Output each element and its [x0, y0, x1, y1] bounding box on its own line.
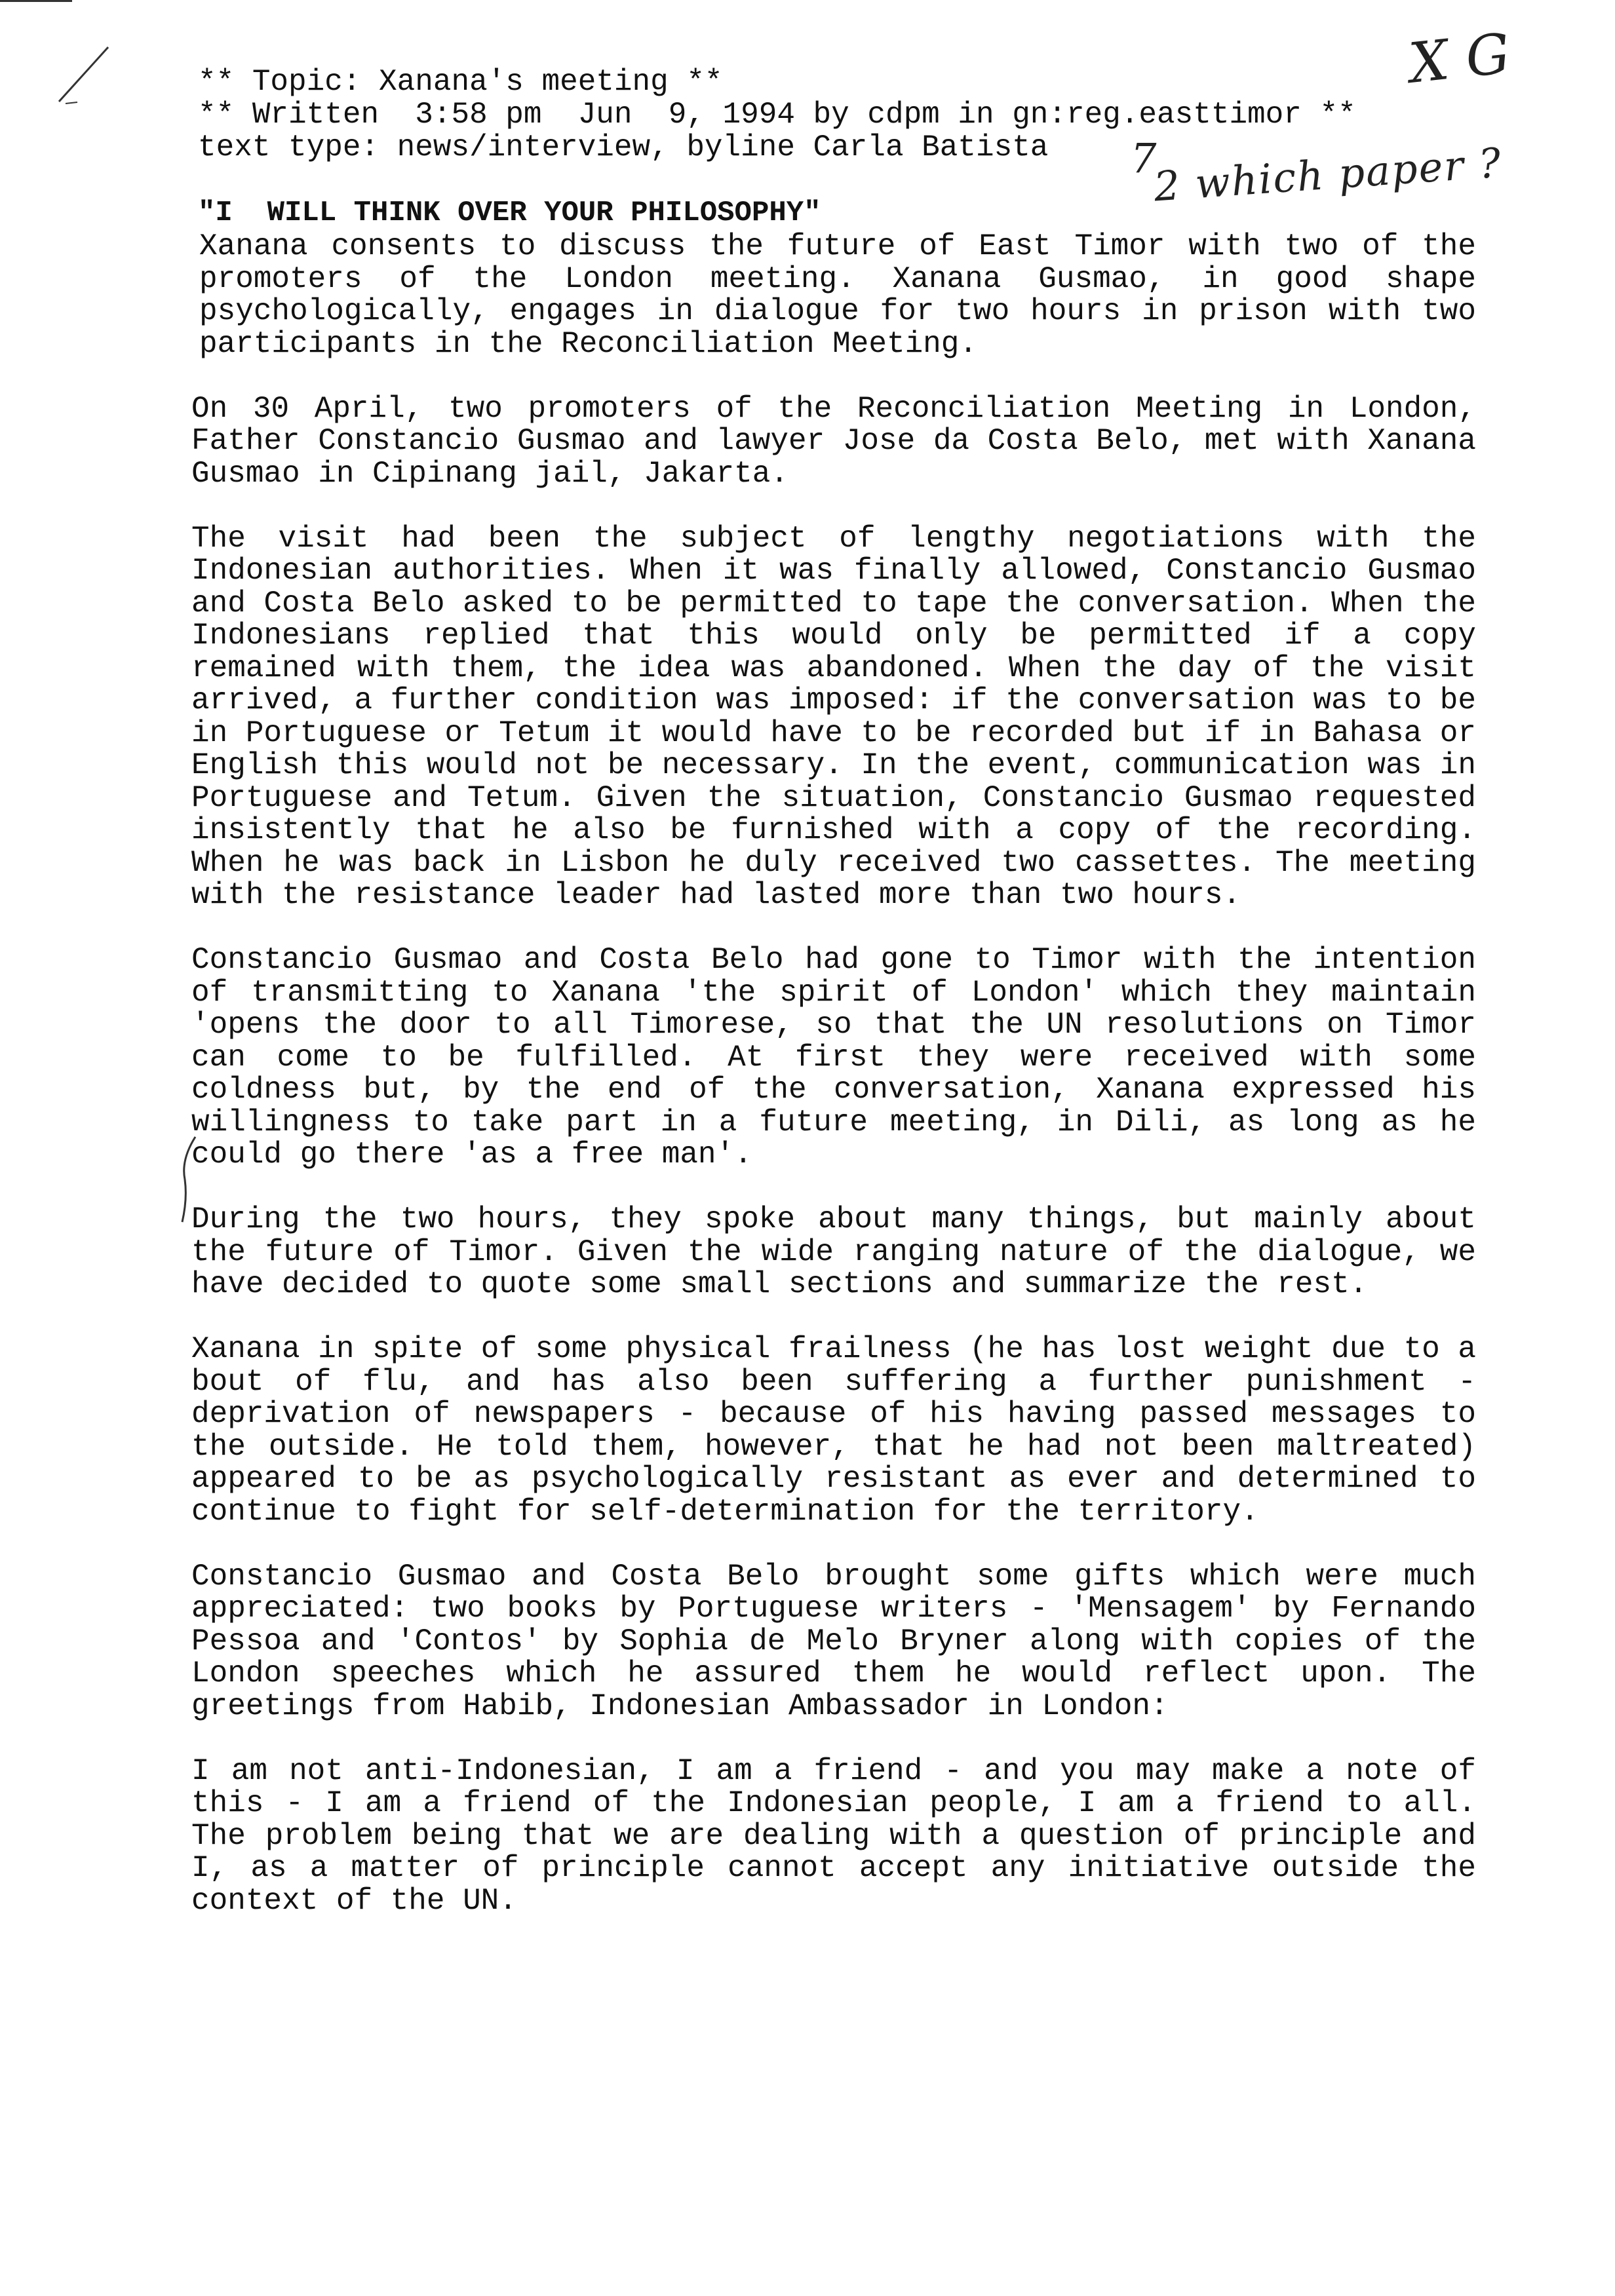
- quote-paragraph: I am not anti-Indonesian, I am a friend - and you may make a note of this - I am a friend of the Indonesian people, I am a friend to all. The problem being that we are dealing with a question of principle and I, as a matter of principle cannot accept any initiative outside the context of the UN.: [191, 1753, 1476, 1918]
- lead-paragraph: Xanana consents to discuss the future of East Timor with two of the promoters of the London meeting. Xanana Gusmao, in good shape psychologically, engages in dialogue for two hours in prison with two participants in the Reconciliation Meeting.: [199, 229, 1476, 361]
- paragraph: The visit had been the subject of lengthy negotiations with the Indonesian authorities. When it was finally allowed, Constancio Gusmao and Costa Belo asked to be permitted to tape the conversation. When the Indonesians replied that this would only be permitted if a copy remained with them, the idea was abandoned. When the day of the visit arrived, a further condition was imposed: if the conversation was to be in Portuguese or Tetum it would have to be recorded but if in Bahasa or English this would not be necessary. In the event, communication was in Portuguese and Tetum. Given the situation, Constancio Gusmao requested insistently that he also be furnished with a copy of the recording. When he was back in Lisbon he duly received two cassettes. The meeting with the resistance leader had lasted more than two hours.: [191, 521, 1476, 912]
- paragraph: During the two hours, they spoke about many things, but mainly about the future of Timor. Given the wide ranging nature of the dialogue, we have decided to quote some small sections and summarize the rest.: [191, 1202, 1476, 1301]
- written-line: ** Written 3:58 pm Jun 9, 1994 by cdpm in gn:reg.easttimor **: [198, 98, 1356, 132]
- article-body: [191, 231, 1476, 1950]
- pen-slash-mark: [46, 39, 118, 111]
- top-edge-mark: [0, 0, 72, 2]
- message-header: [198, 66, 1509, 164]
- paragraph: Xanana in spite of some physical frailness (he has lost weight due to a bout of flu, and has also been suffering a further punishment - deprivation of newspapers - because of his having passed messages to the outside. He told them, however, that he had not been maltreated) appeared to be as psychologically resistant as ever and determined to continue to fight for self-determination for the territory.: [191, 1332, 1476, 1529]
- margin-bracket-mark: [176, 1134, 202, 1225]
- article-headline: "I WILL THINK OVER YOUR PHILOSOPHY": [198, 197, 821, 229]
- handwritten-initials: X G: [1406, 21, 1513, 96]
- handwritten-note: 2 which paper ?: [1152, 138, 1504, 211]
- paragraph: On 30 April, two promoters of the Reconciliation Meeting in London, Father Constancio Gusmao and lawyer Jose da Costa Belo, met with Xanana Gusmao in Cipinang jail, Jakarta.: [191, 391, 1476, 491]
- handwritten-bracket: 7: [1131, 134, 1157, 182]
- topic-line: ** Topic: Xanana's meeting **: [198, 65, 723, 99]
- paragraph: Constancio Gusmao and Costa Belo brought some gifts which were much appreciated: two books by Portuguese writers - 'Mensagem' by Fernando Pessoa and 'Contos' by Sophia de Melo Bryner along with copies of the London speeches which he assured them he would reflect upon. The greetings from Habib, Indonesian Ambassador in London:: [191, 1559, 1476, 1723]
- text-type-line: text type: news/interview, byline Carla Batista: [198, 130, 1049, 164]
- paragraph: Constancio Gusmao and Costa Belo had gone to Timor with the intention of transmitting to Xanana 'the spirit of London' which they maintain 'opens the door to all Timorese, so that the UN resolutions on Timor can come to be fulfilled. At first they were received with some coldness but, by the end of the conversation, Xanana expressed his willingness to take part in a future meeting, in Dili, as long as he could go there 'as a free man'.: [191, 943, 1476, 1172]
